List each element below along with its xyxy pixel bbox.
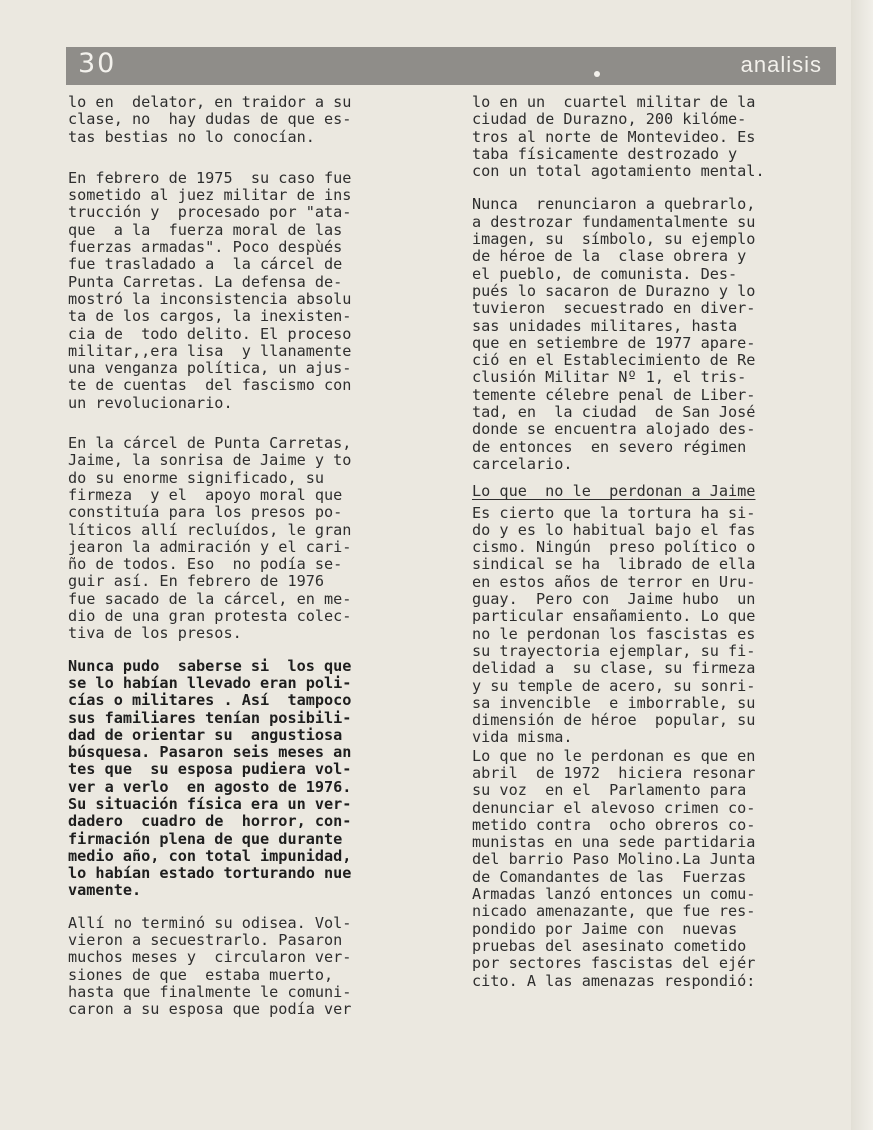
- text-line: medio año, con total impunidad,: [68, 846, 352, 865]
- text-line: tiva de los presos.: [68, 624, 242, 643]
- text-line: sus familiares tenían posibili-: [68, 708, 352, 727]
- text-line: cismo. Ningún preso político o: [472, 538, 756, 557]
- text-line: Nunca renunciaron a quebrarlo,: [472, 195, 756, 214]
- text-line: clase, no hay dudas de que es-: [68, 110, 352, 129]
- page-header-bar: [66, 47, 836, 85]
- text-line: un revolucionario.: [68, 393, 233, 412]
- text-line: su voz en el Parlamento para: [472, 781, 747, 800]
- text-line: guir así. En febrero de 1976: [68, 572, 325, 591]
- text-line: lo habían estado torturando nue: [68, 864, 352, 883]
- text-line: imagen, su símbolo, su ejemplo: [472, 230, 756, 249]
- text-line: mostró la inconsistencia absolu: [68, 289, 352, 308]
- text-line: vieron a secuestrarlo. Pasaron: [68, 931, 343, 950]
- text-line: siones de que estaba muerto,: [68, 965, 334, 984]
- text-line: caron a su esposa que podía ver: [68, 1000, 352, 1019]
- paragraph: [472, 196, 840, 473]
- text-line: líticos allí recluídos, le gran: [68, 520, 352, 539]
- text-line: trucción y procesado por "ata-: [68, 203, 352, 222]
- text-line: muchos meses y circularon ver-: [68, 948, 352, 967]
- text-line: se lo habían llevado eran poli-: [68, 673, 352, 692]
- text-line: donde se encuentra alojado des-: [472, 420, 756, 439]
- text-line: vida misma.: [472, 728, 573, 747]
- text-line: Lo que no le perdonan es que en: [472, 746, 756, 765]
- text-line: su trayectoria ejemplar, su fi-: [472, 641, 756, 660]
- text-line: delidad a su clase, su firmeza: [472, 659, 756, 678]
- text-line: dimensión de héroe popular, su: [472, 711, 756, 730]
- text-line: clusión Militar Nº 1, el tris-: [472, 368, 747, 387]
- text-line: por sectores fascistas del ejér: [472, 954, 756, 973]
- text-line: tad, en la ciudad de San José: [472, 403, 756, 422]
- text-line: ció en el Establecimiento de Re: [472, 351, 756, 370]
- text-line: dio de una gran protesta colec-: [68, 607, 352, 626]
- text-line: fue sacado de la cárcel, en me-: [68, 589, 352, 608]
- text-line: búsquesa. Pasaron seis meses an: [68, 743, 352, 762]
- text-line: fue trasladado a la cárcel de: [68, 255, 343, 274]
- text-line: Nunca pudo saberse si los que: [68, 656, 352, 675]
- text-line: que en setiembre de 1977 apare-: [472, 333, 756, 352]
- text-line: y su temple de acero, su sonri-: [472, 676, 756, 695]
- text-line: Su situación física era un ver-: [68, 794, 352, 813]
- text-line: con un total agotamiento mental.: [472, 162, 765, 181]
- text-line: do su enorme significado, su: [68, 468, 325, 487]
- text-line: el pueblo, de comunista. Des-: [472, 264, 738, 283]
- text-line: ver a verlo en agosto de 1976.: [68, 777, 352, 796]
- header-dot: [594, 71, 600, 77]
- text-line: sometido al juez militar de ins: [68, 186, 352, 205]
- paragraph: [472, 748, 840, 990]
- text-line: Es cierto que la tortura ha si-: [472, 503, 756, 522]
- paragraph: [68, 658, 438, 900]
- text-line: sa invencible e imborrable, su: [472, 693, 756, 712]
- text-line: te de cuentas del fascismo con: [68, 376, 352, 395]
- text-line: abril de 1972 hiciera resonar: [472, 763, 756, 782]
- text-line: de héroe de la clase obrera y: [472, 247, 747, 266]
- text-line: vamente.: [68, 881, 142, 900]
- text-line: de Comandantes de las Fuerzas: [472, 867, 747, 886]
- left-text-column: [68, 94, 438, 1019]
- page-number: 30: [78, 48, 117, 79]
- section-label: analisis: [740, 52, 822, 77]
- paragraph: [472, 505, 840, 747]
- text-line: tuvieron secuestrado en diver-: [472, 299, 756, 318]
- text-line: cías o militares . Así tampoco: [68, 691, 352, 710]
- text-line: militar,,era lisa y llanamente: [68, 341, 352, 360]
- text-line: a destrozar fundamentalmente su: [472, 212, 756, 231]
- text-line: lo en un cuartel militar de la: [472, 93, 756, 111]
- text-line: particular ensañamiento. Lo que: [472, 607, 756, 626]
- text-line: tros al norte de Montevideo. Es: [472, 127, 756, 146]
- text-line: una venganza política, un ajus-: [68, 359, 352, 378]
- text-line: Jaime, la sonrisa de Jaime y to: [68, 451, 352, 470]
- text-line: hasta que finalmente le comuni-: [68, 982, 352, 1001]
- text-line: en estos años de terror en Uru-: [472, 572, 756, 591]
- text-line: dadero cuadro de horror, con-: [68, 812, 352, 831]
- text-line: constituía para los presos po-: [68, 503, 343, 522]
- text-line: tes que su esposa pudiera vol-: [68, 760, 352, 779]
- text-line: jearon la admiración y el cari-: [68, 537, 352, 556]
- paragraph: [472, 94, 840, 180]
- text-line: tas bestias no lo conocían.: [68, 127, 315, 146]
- text-line: firmación plena de que durante: [68, 829, 343, 848]
- paragraph: [68, 915, 438, 1019]
- text-line: cito. A las amenazas respondió:: [472, 971, 756, 990]
- paragraph: [68, 170, 438, 412]
- text-line: metido contra ocho obreros co-: [472, 815, 756, 834]
- text-line: munistas en una sede partidaria: [472, 833, 756, 852]
- paragraph: [68, 435, 438, 643]
- text-line: do y es lo habitual bajo el fas: [472, 520, 756, 539]
- text-line: denunciar el alevoso crimen co-: [472, 798, 756, 817]
- text-line: de entonces en severo régimen: [472, 437, 747, 456]
- text-line: En febrero de 1975 su caso fue: [68, 168, 352, 187]
- text-line: ciudad de Durazno, 200 kilóme-: [472, 110, 747, 129]
- right-text-column: [472, 94, 840, 990]
- text-line: pondido por Jaime con nuevas: [472, 919, 738, 938]
- text-line: En la cárcel de Punta Carretas,: [68, 434, 352, 453]
- text-line: Armadas lanzó entonces un comu-: [472, 885, 756, 904]
- text-line: carcelario.: [472, 454, 573, 473]
- text-line: Punta Carretas. La defensa de-: [68, 272, 343, 291]
- text-line: Allí no terminó su odisea. Vol-: [68, 913, 352, 932]
- text-line: firmeza y el apoyo moral que: [68, 485, 343, 504]
- text-line: taba físicamente destrozado y: [472, 144, 738, 163]
- text-line: guay. Pero con Jaime hubo un: [472, 590, 756, 609]
- paragraph: [68, 94, 438, 146]
- text-line: no le perdonan los fascistas es: [472, 624, 756, 643]
- text-line: pruebas del asesinato cometido: [472, 936, 747, 955]
- text-line: lo en delator, en traidor a su: [68, 93, 352, 111]
- text-line: sas unidades militares, hasta: [472, 316, 738, 335]
- text-line: dad de orientar su angustiosa: [68, 725, 343, 744]
- text-line: temente célebre penal de Liber-: [472, 385, 756, 404]
- text-line: fuerzas armadas". Poco despùés: [68, 238, 343, 257]
- text-line: del barrio Paso Molino.La Junta: [472, 850, 756, 869]
- text-line: nicado amenazante, que fue res-: [472, 902, 756, 921]
- text-line: pués lo sacaron de Durazno y lo: [472, 281, 756, 300]
- text-line: ño de todos. Eso no podía se-: [68, 555, 343, 574]
- text-line: cia de todo delito. El proceso: [68, 324, 352, 343]
- section-subheading: Lo que no le perdonan a Jaime: [472, 482, 756, 501]
- text-line: que a la fuerza moral de las: [68, 220, 343, 239]
- page-edge: [851, 0, 873, 1130]
- text-line: ta de los cargos, la inexisten-: [68, 307, 352, 326]
- text-line: sindical se ha librado de ella: [472, 555, 756, 574]
